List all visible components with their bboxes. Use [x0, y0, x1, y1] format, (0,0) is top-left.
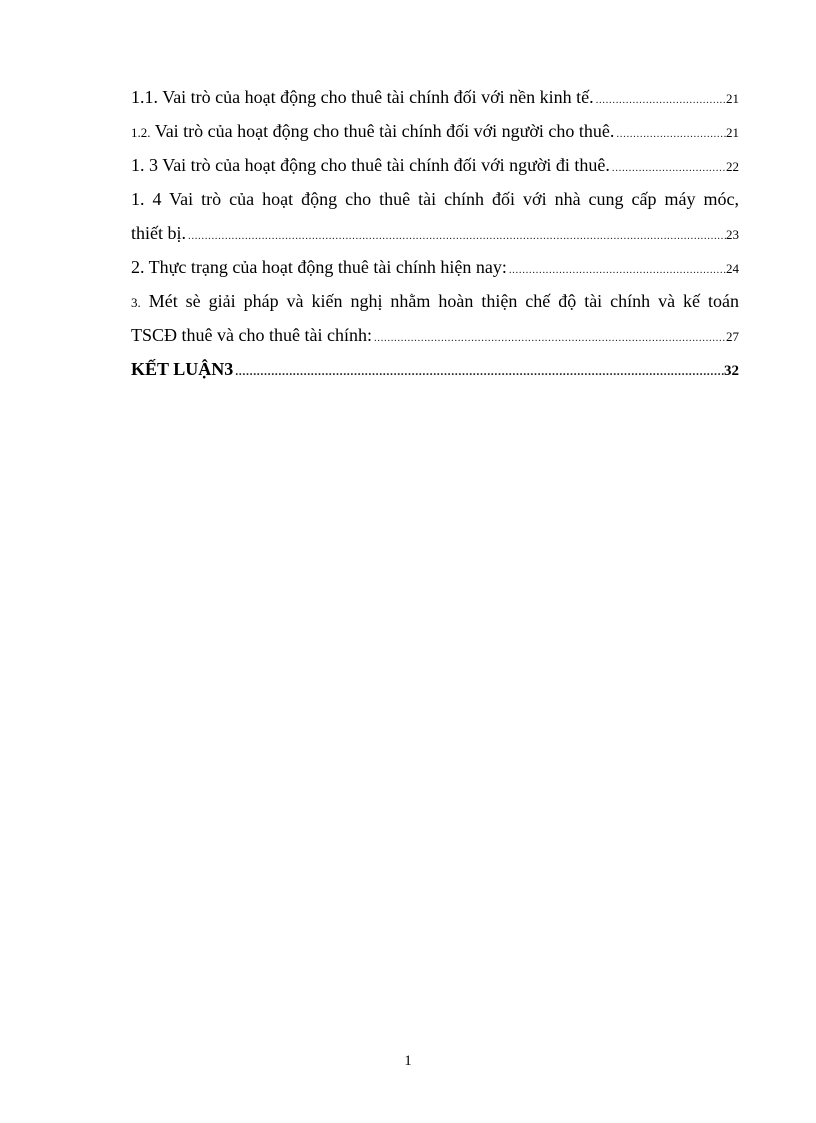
toc-entry-1-2[interactable] — [131, 114, 739, 148]
toc-entry-title: 2. Thực trạng của hoạt động thuê tài chính hiện nay: — [131, 257, 507, 277]
toc-page-number: 32 — [724, 363, 739, 379]
toc-entry-2[interactable] — [131, 250, 739, 284]
toc-entry-number: 1.2. — [131, 125, 151, 140]
toc-entry-title-line-1: Mét sè giải pháp và kiến nghị nhằm hoàn thiện chế độ tài chính và kế toán — [148, 291, 739, 311]
toc-page-number: 27 — [726, 329, 739, 344]
toc-entry-number: 1.1. — [131, 87, 158, 107]
toc-entry-ket-luan[interactable] — [131, 352, 739, 386]
toc-entry-number: 1. 3 — [131, 155, 158, 175]
table-of-contents — [131, 80, 739, 386]
toc-page-number: 21 — [726, 125, 739, 140]
dot-leader — [596, 83, 726, 114]
toc-entry-1-1[interactable] — [131, 80, 739, 114]
toc-entry-3[interactable] — [131, 284, 739, 352]
dot-leader — [509, 253, 726, 284]
toc-entry-title-line-2: TSCĐ thuê và cho thuê tài chính: — [131, 325, 372, 345]
dot-leader — [188, 219, 726, 250]
toc-page-number: 24 — [726, 261, 739, 276]
toc-page-number: 22 — [726, 159, 739, 174]
toc-page-number: 23 — [726, 227, 739, 242]
toc-entry-title: Vai trò của hoạt động cho thuê tài chính đối với người cho thuê. — [154, 121, 615, 141]
toc-entry-title-line-1: 1. 4 Vai trò của hoạt động cho thuê tài chính đối với nhà cung cấp máy móc, — [131, 189, 739, 209]
dot-leader — [612, 151, 726, 182]
dot-leader — [235, 354, 724, 386]
toc-page-number: 21 — [726, 91, 739, 106]
toc-entry-number: 3. — [131, 295, 141, 310]
toc-entry-title: Vai trò của hoạt động cho thuê tài chính đối với người đi thuê. — [162, 155, 610, 175]
dot-leader — [616, 117, 726, 148]
toc-entry-title: KẾT LUẬN3 — [131, 359, 234, 379]
toc-entry-title: Vai trò của hoạt động cho thuê tài chính đối với nền kinh tế. — [162, 87, 594, 107]
toc-entry-1-3[interactable] — [131, 148, 739, 182]
dot-leader — [374, 321, 726, 352]
toc-entry-title-line-2: thiết bị. — [131, 223, 186, 243]
page-number-footer: 1 — [404, 1053, 412, 1069]
toc-entry-1-4[interactable] — [131, 182, 739, 250]
